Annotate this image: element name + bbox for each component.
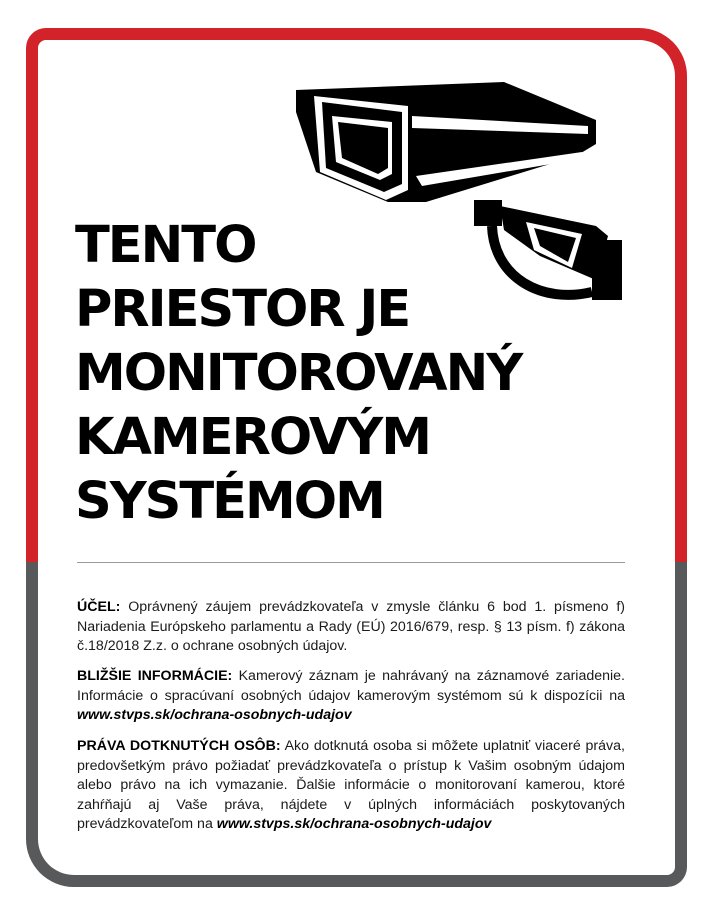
purpose-label: ÚČEL: xyxy=(77,599,121,615)
headline-line-2: PRIESTOR JE xyxy=(75,280,410,339)
headline-line-1: TENTO xyxy=(75,216,256,275)
rights-text: Ako dotknutá osoba si môžete uplatniť viaceré práva, predovšetkým právo požiadať prevádzkovateľa o prístup k Vašim osobným údajom alebo právo na ich vymazanie. Ďalšie informácie o monitorovaní kamerou, ktoré zahŕňajú aj Vaše práva, nájdete v úplných informáciách poskytovaných prevádzkovateľom na xyxy=(77,738,625,832)
headline-line-3: MONITOROVANÝ xyxy=(75,344,522,403)
purpose-section xyxy=(77,598,625,657)
headline-line-4: KAMEROVÝM xyxy=(75,408,430,467)
more-info-label: BLIŽŠIE INFORMÁCIE: xyxy=(77,668,233,684)
headline-line-5: SYSTÉMOM xyxy=(75,472,384,531)
more-info-text: Kamerový záznam je nahrávaný na záznamové zariadenie. Informácie o spracúvaní osobných údajov kamerovým systémom sú k dispozícii na xyxy=(77,668,626,704)
headline xyxy=(75,214,521,534)
rights-section xyxy=(77,737,625,835)
more-info-section xyxy=(77,667,625,726)
more-info-link[interactable]: www.stvps.sk/ochrana-osobnych-udajov xyxy=(77,707,352,723)
purpose-text: Oprávnený záujem prevádzkovateľa v zmysle článku 6 bod 1. písmeno f) Nariadenia Európskeho parlamentu a Rady (EÚ) 2016/679, resp. § 13 písm. f) zákona č.18/2018 Z.z. o ochrane osobných údajov. xyxy=(77,599,625,654)
rights-link[interactable]: www.stvps.sk/ochrana-osobnych-udajov xyxy=(216,816,492,832)
divider xyxy=(77,562,625,563)
rights-label: PRÁVA DOTKNUTÝCH OSÔB: xyxy=(77,738,281,754)
